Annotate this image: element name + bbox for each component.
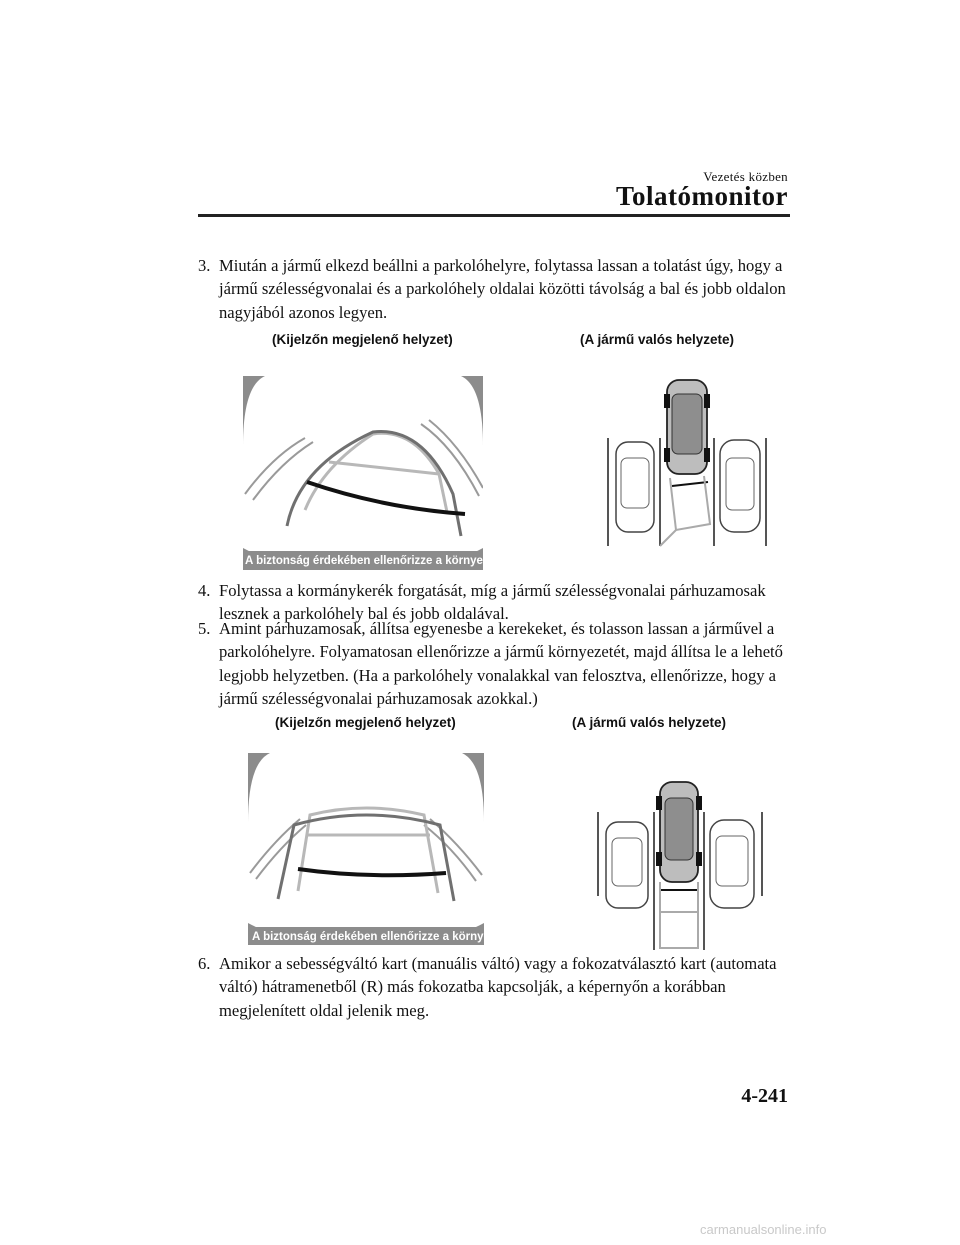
page-number: 4-241 [741, 1085, 788, 1107]
step-5 [198, 617, 788, 711]
footer-watermark: carmanualsonline.info [700, 1222, 827, 1237]
figure-1-camera-display [243, 376, 483, 570]
step-text: Folytassa a kormánykerék forgatását, míg a jármű szélességvonalai párhuzamosak lesznek a parkolóhely bal és jobb oldalával. [219, 581, 766, 624]
figure-1-warning: A biztonság érdekében ellenőrizze a környezetet [245, 555, 510, 567]
step-text: Amikor a sebességváltó kart (manuális váltó) vagy a fokozatválasztó kart (automata váltó) hátramenetből (R) más fokozatba kapcsolják, a képernyőn a korábban megjelenített oldal jelenik meg. [219, 954, 777, 1020]
step-number: 4. [198, 581, 211, 600]
step-text: Miután a jármű elkezd beállni a parkolóhelyre, folytassa lassan a tolatást úgy, hogy a jármű szélességvonalai és a parkolóhely oldalai közötti távolság a bal és jobb oldalon nagyjából azonos legyen. [219, 256, 786, 322]
figure-2-display-caption: (Kijelzőn megjelenő helyzet) [275, 715, 456, 730]
figure-1-vehicle-caption: (A jármű valós helyzete) [580, 332, 735, 347]
step-number: 5. [198, 619, 211, 638]
step-number: 6. [198, 954, 211, 973]
step-6 [198, 952, 788, 1022]
figure-2-camera-display [248, 753, 484, 945]
header-rule [198, 214, 790, 217]
step-number: 3. [198, 256, 211, 275]
figure-2-vehicle-diagram [592, 772, 772, 952]
step-text: Amint párhuzamosak, állítsa egyenesbe a kerekeket, és tolasson lassan a járművel a parkolóhelyre. Folyamatosan ellenőrizze a jármű környezetét, majd állítsa le a lehető legjobb helyzetben. (Ha a parkolóhely vonalakkal van felosztva, ellenőrizze, hogy a jármű szélességvonalai párhuzamosak azokkal.) [219, 619, 783, 709]
page-title: Tolatómonitor [615, 181, 788, 211]
step-3 [198, 254, 788, 324]
figure-2-vehicle-caption: (A jármű valós helyzete) [572, 715, 727, 730]
figure-2-warning: A biztonság érdekében ellenőrizze a környezetet [252, 931, 517, 943]
figure-1-display-caption: (Kijelzőn megjelenő helyzet) [272, 332, 453, 347]
figure-1-vehicle-diagram [600, 378, 775, 548]
section-label: Vezetés közben [703, 169, 788, 184]
